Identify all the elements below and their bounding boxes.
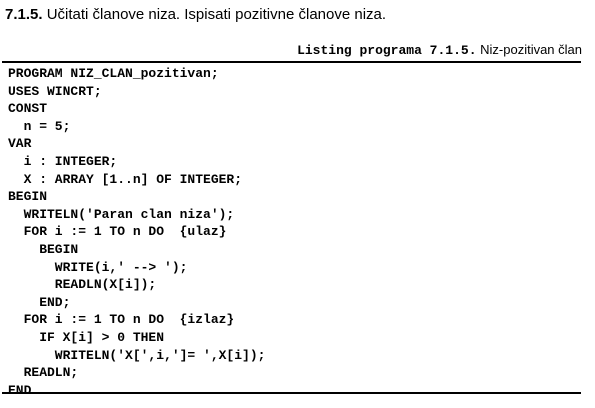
code-line: WRITE(i,' --> '); bbox=[8, 259, 188, 275]
code-line: WRITELN('X[',i,']= ',X[i]); bbox=[8, 347, 266, 363]
code-line: IF X[i] > 0 THEN bbox=[8, 329, 165, 345]
code-line: WRITELN('Paran clan niza'); bbox=[8, 206, 235, 222]
listing-caption bbox=[297, 42, 582, 59]
code-line: PROGRAM NIZ_CLAN_pozitivan; bbox=[8, 66, 219, 81]
code-line: X : ARRAY [1..n] OF INTEGER; bbox=[8, 171, 243, 187]
exercise-text: Učitati članove niza. Ispisati pozitivne članove niza. bbox=[46, 6, 387, 23]
code-line: READLN(X[i]); bbox=[8, 277, 157, 293]
code-line: END. bbox=[8, 382, 40, 398]
code-line: n = 5; bbox=[8, 118, 71, 134]
listing-title: Niz-pozitivan član bbox=[480, 42, 582, 57]
code-block bbox=[8, 65, 265, 399]
code-line: i : INTEGER; bbox=[8, 153, 118, 169]
code-line: READLN; bbox=[8, 365, 79, 381]
code-line: USES WINCRT; bbox=[8, 83, 102, 99]
code-line: BEGIN bbox=[8, 189, 48, 205]
code-line: CONST bbox=[8, 101, 48, 117]
listing-label: Listing programa 7.1.5. bbox=[297, 43, 477, 58]
code-listing bbox=[2, 61, 581, 398]
exercise-heading bbox=[5, 5, 386, 25]
code-line: BEGIN bbox=[8, 241, 79, 257]
exercise-number: 7.1.5. bbox=[5, 6, 43, 23]
code-line: VAR bbox=[8, 136, 32, 152]
code-line: END; bbox=[8, 294, 71, 310]
code-line: FOR i := 1 TO n DO {ulaz} bbox=[8, 224, 227, 240]
code-line: FOR i := 1 TO n DO {izlaz} bbox=[8, 312, 235, 328]
